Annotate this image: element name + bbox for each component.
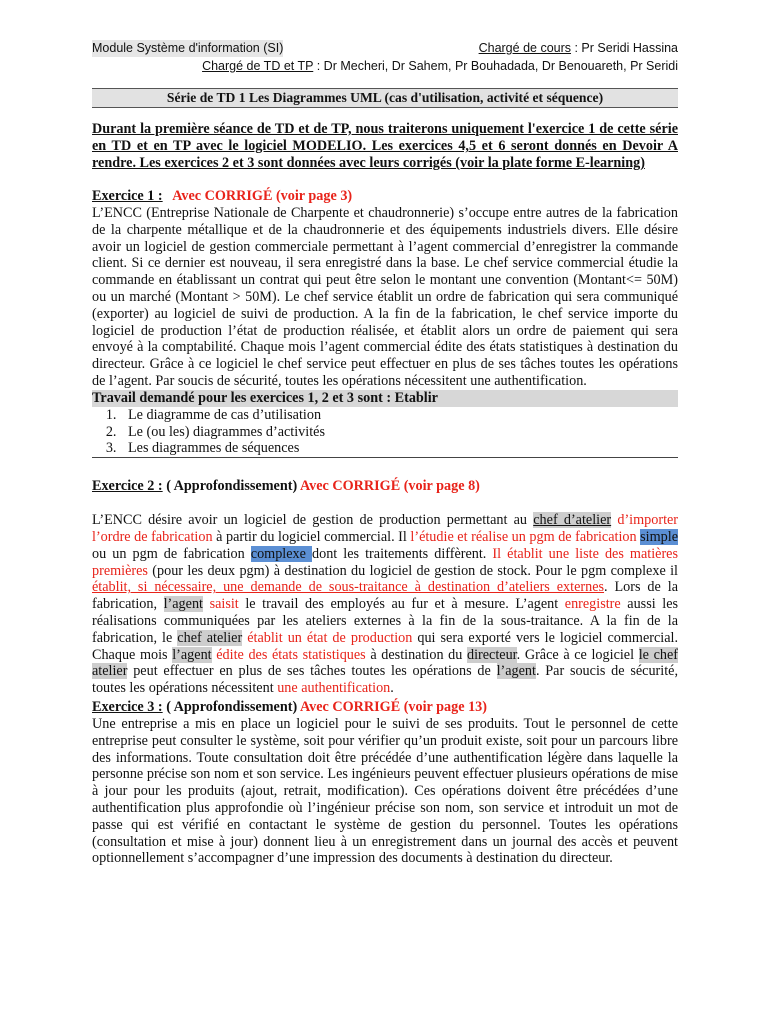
highlight-actor: directeur [467,646,517,663]
text-run: le travail des employés au fur et à mesure. L’agent [238,596,565,613]
exercise-2-text [92,512,678,697]
highlight-variant: simple [640,528,678,545]
task-heading: Travail demandé pour les exercices 1, 2 et 3 sont : Etablir [92,390,678,407]
list-item: 3. Les diagrammes de séquences [120,440,678,457]
header-row-2 [92,58,678,75]
text-run: L’ENCC désire avoir un logiciel de gestion de production permettant au [92,512,534,529]
text-run: peut effectuer en plus de ses tâches toutes les opérations de [127,663,497,680]
highlight-action: l’étudie et réalise un pgm de fabrication [410,528,637,545]
highlight-action: établit un état de production [247,629,413,646]
highlight-actor: l’agent [496,663,536,680]
text-run: . Grâce à ce logiciel [516,646,639,663]
text-run [203,596,210,612]
text-run: qui sera exporté vers le logiciel commercial. Chaque mois [92,629,678,663]
highlight-actor: le chef atelier [92,646,678,680]
course-lecturer-label: Chargé de cours [478,41,572,55]
text-run: à destination du [365,646,467,663]
text-run: ou un pgm de fabrication [92,545,251,562]
task-list [92,407,678,458]
exercise-1-label: Exercice 1 : [92,188,163,204]
highlight-action: Il établit une liste des matières premières [92,545,678,579]
exercise-1-heading [92,188,678,205]
text-run: . [390,680,394,697]
module-name: Module Système d'information (SI) [92,41,284,55]
text-run: (pour les deux pgm) à destination du logiciel de gestion de stock. Pour le pgm complexe il [147,562,678,579]
highlight-actor: l’agent [163,596,203,613]
td-lecturer-label: Chargé de TD et TP [202,59,314,73]
exercise-3-corrige: Avec CORRIGÉ (voir page 13) [299,698,487,715]
text-run: dont les traitements diffèrent. [312,545,493,562]
list-item: 2. Le (ou les) diagrammes d’activités [120,424,678,441]
exercise-3-heading [92,699,678,716]
text-run: aussi les réalisations communiquées par les ateliers externes à la fin de la sous-traitance. A la fin de la fabrication, le [92,596,679,646]
exercise-3-label: Exercice 3 : [92,698,163,715]
highlight-variant: complexe [250,545,312,562]
highlight-action: enregistre [564,596,621,613]
text-run: . Lors de la fabrication, [92,579,678,613]
highlight-action: établit, si nécessaire, une demande de sous-traitance à destination d’ateliers externes [92,579,605,596]
exercise-2-corrige: Avec CORRIGÉ (voir page 8) [299,478,480,495]
text-run: . Par soucis de sécurité, toutes les opérations nécessitent [92,663,678,697]
highlight-action: d’importer l’ordre de fabrication [92,512,679,545]
exercise-2-heading [92,478,678,495]
highlight-action: une authentification [277,680,391,697]
exercise-3-subtitle: ( Approfondissement) [162,698,300,715]
highlight-action: saisit [209,596,239,613]
highlight-actor: chef d’atelier [533,512,612,529]
course-lecturer-value: : Pr Seridi Hassina [571,41,678,55]
header-row-1 [92,40,678,57]
exercise-3-text: Une entreprise a mis en place un logiciel pour le suivi de ses produits. Tout le personnel de cette entreprise peut consulter le système, soit pour vérifier qu’un produit existe, soit pour un parcours libre des informations. Toute consultation doit être précédée d’une authentification légère dans laquelle la personne précise son nom et son service. Les ingénieurs peuvent effectuer plusieurs opérations de mise à jour pour les produits (ajout, retrait, modification). Ces opérations doivent être précédées d’une authentification plus approfondie où l’ingénieur précise son nom, son service et introduit un mot de passe qui est vérifié en contactant le système de gestion du personnel. Toutes les opérations (consultation et mise à jour) donnent lieu à un enregistrement dans un journal des accès et peuvent optionnellement s’accompagner d’une impression des documents à destination du directeur. [92,715,678,867]
course-lecturer [479,40,678,57]
list-item: 1. Le diagramme de cas d’utilisation [120,407,678,424]
highlight-actor: chef atelier [177,629,243,646]
highlight-actor: l’agent [172,646,212,663]
exercise-1-corrige: Avec CORRIGÉ (voir page 3) [172,188,353,204]
document-page [92,40,678,867]
exercise-2-label: Exercice 2 : [92,478,163,495]
td-lecturer-value: : Dr Mecheri, Dr Sahem, Pr Bouhadada, Dr Benouareth, Pr Seridi [313,59,678,73]
text-run: à partir du logiciel commercial. Il [212,528,411,545]
intro-paragraph: Durant la première séance de TD et de TP, nous traiterons uniquement l'exercice 1 de cette série en TD et en TP avec le logiciel MODELIO. Les exercices 4,5 et 6 seront donnés en Devoir A rendre. Les exercices 2 et 3 sont données avec leurs corrigés (voir la plate forme E-learning) [92,121,678,171]
exercise-1-text: L’ENCC (Entreprise Nationale de Charpente et chaudronnerie) s’occupe entre autres de la fabrication de la charpente métallique et de la chaudronnerie et des équipements industriels divers. Elle désire avoir un logiciel de gestion commerciale permettant à l’agent commercial d’enregistrer la commande client. Si ce dernier est nouveau, il sera enregistré dans la base. Le chef service commercial étudie la commande en établissant un contrat qui peut être selon le montant une convention (Montant<= 50M) ou un marché (Montant > 50M). Le chef service établit un ordre de fabrication qui sera communiqué (exporter) au logiciel de suivi de production. A la fin de la fabrication, le chef service importe du logiciel de production l’état de production réalisée, et établit alors un ordre de paiement qui sera envoyé à la comptabilité. Chaque mois l’agent commercial édite des états statistiques à destination du directeur. Grâce à ce logiciel le chef service peut effectuer en plus de ses tâches toutes les opérations de l’agent. Par soucis de sécurité, toutes les opérations nécessitent une authentification. [92,205,678,389]
document-title: Série de TD 1 Les Diagrammes UML (cas d'utilisation, activité et séquence) [92,88,678,108]
exercise-2-subtitle: ( Approfondissement) [162,478,300,495]
highlight-action: édite des états statistiques [216,646,366,663]
